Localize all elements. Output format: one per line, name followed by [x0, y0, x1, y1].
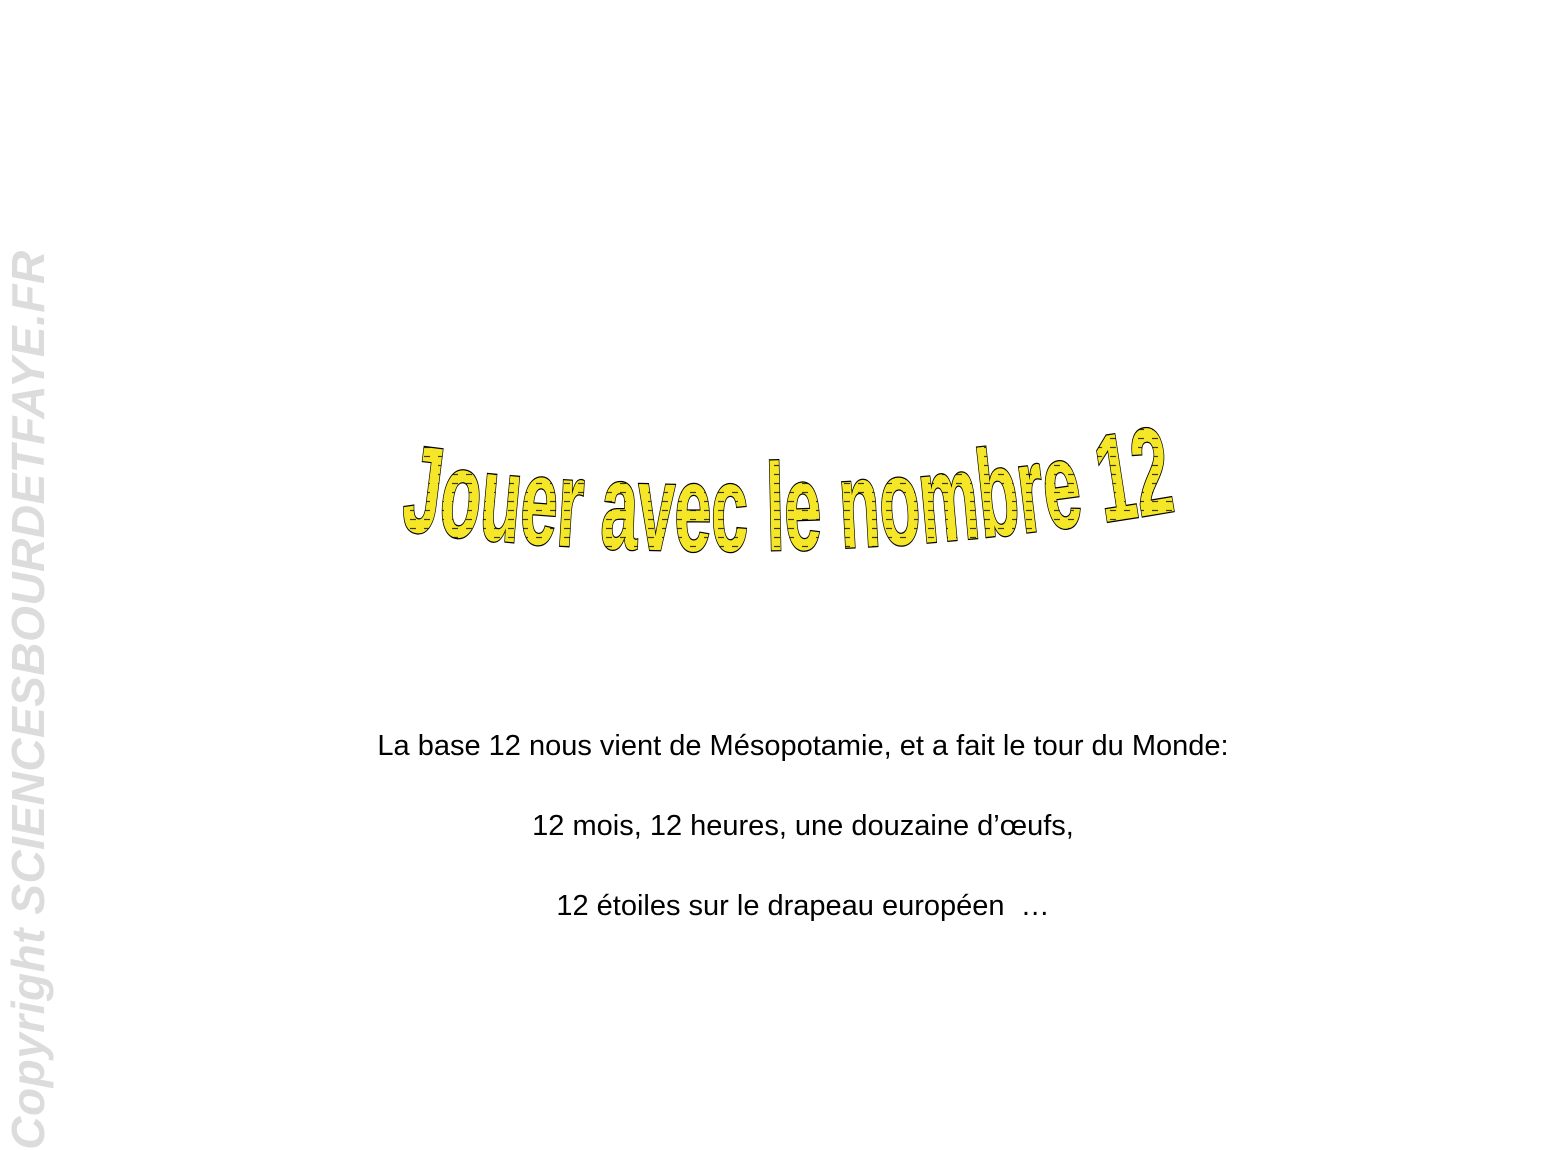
copyright-watermark: Copyright SCIENCESBOURDETFAYE.FR [2, 250, 54, 1150]
body-line-base-12: La base 12 nous vient de Mésopotamie, et a fait le tour du Monde: [377, 730, 1229, 762]
page-title-wordart [380, 380, 1213, 600]
svg-text:Jouer avec le nombre 12 [396, 395, 1213, 579]
body-line-examples: 12 mois, 12 heures, une douzaine d’œufs, [532, 810, 1074, 842]
page-title: Jouer avec le nombre 12 [396, 395, 1213, 579]
body-line-european-flag: 12 étoiles sur le drapeau européen … [556, 890, 1050, 922]
